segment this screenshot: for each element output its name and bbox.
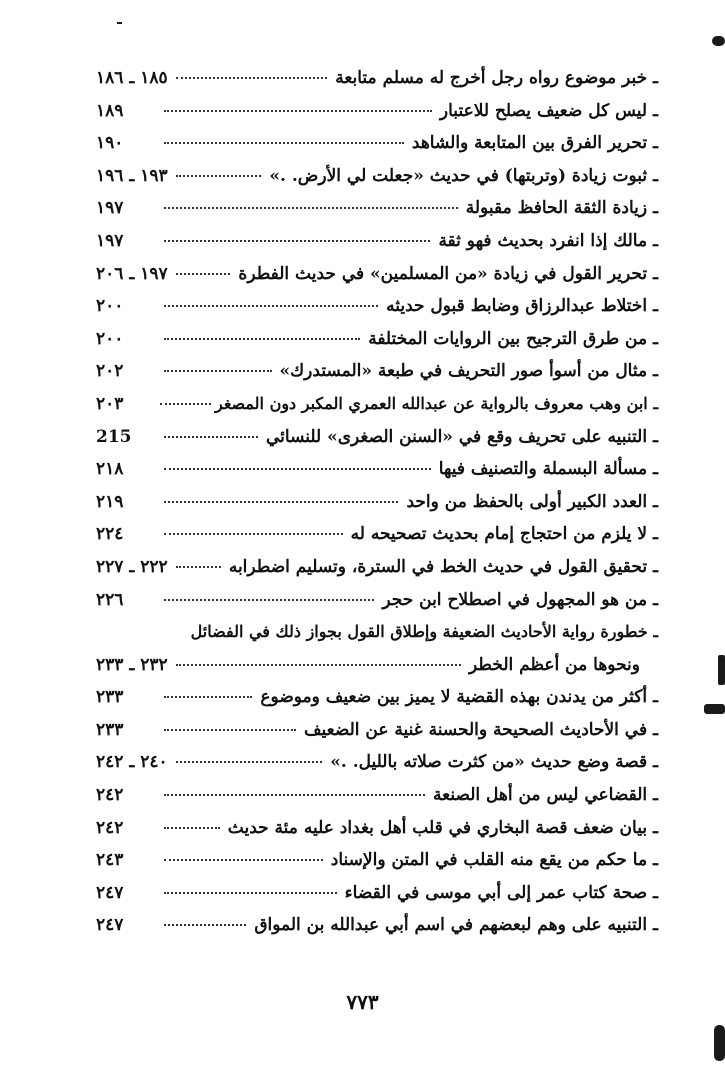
toc-entry <box>96 492 658 525</box>
leader-dots <box>164 110 432 112</box>
entry-title: ـ خبر موضوع رواه رجل أخرج له مسلم متابعة <box>335 68 658 88</box>
toc-entry <box>96 752 658 785</box>
leader-dots <box>164 501 398 503</box>
toc-entry <box>96 785 658 818</box>
entry-title: ـ أكثر من يدندن بهذه القضية لا يميز بين ضعيف وموضوع <box>260 687 658 708</box>
toc-entry <box>96 459 658 492</box>
entry-pages: ٢٣٢ ـ ٢٣٣ <box>96 654 168 675</box>
toc-entry <box>96 720 658 753</box>
entry-title: ـ اختلاط عبدالرزاق وضابط قبول حديثه <box>386 296 658 317</box>
leader-dots <box>164 892 337 894</box>
entry-pages: ٢٢٦ <box>96 589 124 610</box>
toc-entry <box>96 427 658 460</box>
leader-dots <box>176 566 221 568</box>
entry-title: ـ في الأحاديث الصحيحة والحسنة غنية عن الضعيف <box>303 719 658 740</box>
entry-pages: ٢٠٠ <box>96 296 124 317</box>
leader-dots <box>164 207 458 209</box>
table-of-contents <box>96 68 658 948</box>
leader-dots <box>164 794 425 796</box>
leader-dots <box>176 761 323 763</box>
entry-title: ـ التنبيه على تحريف وقع في «السنن الصغرى» للنسائي <box>265 426 658 447</box>
leader-dots <box>164 370 272 372</box>
entry-pages: ٢١٩ <box>96 491 124 512</box>
entry-pages: ٢٤٢ <box>96 817 124 838</box>
entry-title: ـ ليس كل ضعيف يصلح للاعتبار <box>439 100 658 121</box>
entry-title: ـ مالك إذا انفرد بحديث فهو ثقة <box>438 230 658 251</box>
leader-dots <box>164 599 374 601</box>
entry-pages: ٢٤٧ <box>96 882 124 903</box>
entry-pages: ٢١٨ <box>96 459 124 480</box>
entry-pages: ١٩٠ <box>96 133 124 154</box>
entry-title: ـ العدد الكبير أولى بالحفظ من واحد <box>406 491 658 512</box>
entry-title: ـ خطورة رواية الأحاديث الضعيفة وإطلاق القول بجواز ذلك في الفضائل <box>190 622 658 642</box>
toc-entry <box>96 394 658 427</box>
leader-dots <box>176 175 262 177</box>
entry-title: ـ بيان ضعف قصة البخاري في قلب أهل بغداد عليه مئة حديث <box>227 817 658 838</box>
toc-entry <box>96 231 658 264</box>
entry-title: ـ التنبيه على وهم لبعضهم في اسم أبي عبدالله بن المواق <box>254 915 658 936</box>
entry-pages: ١٩٧ ـ ٢٠٦ <box>96 263 168 284</box>
entry-pages: ١٩٧ <box>96 198 124 219</box>
leader-dots <box>164 729 296 731</box>
leader-dots <box>164 924 246 926</box>
entry-title: ـ من هو المجهول في اصطلاح ابن حجر <box>382 589 658 610</box>
leader-dots <box>160 403 211 405</box>
leader-dots <box>164 142 404 144</box>
entry-title: ـ ابن وهب معروف بالرواية عن عبدالله العمري المكبر دون المصغر <box>215 393 658 413</box>
entry-title: ـ تحرير الفرق بين المتابعة والشاهد <box>411 133 658 154</box>
entry-pages: ١٨٥ ـ ١٨٦ <box>96 68 168 88</box>
scan-mark-top <box>117 22 122 24</box>
toc-entry <box>96 329 658 362</box>
toc-entry <box>96 818 658 851</box>
leader-dots <box>164 436 258 438</box>
toc-entry <box>96 557 658 590</box>
scan-mark-right-top <box>712 36 725 46</box>
leader-dots <box>164 859 323 861</box>
entry-title: ـ صحة كتاب عمر إلى أبي موسى في القضاء <box>344 882 658 903</box>
entry-pages: ٢٣٣ <box>96 687 124 708</box>
toc-entry <box>96 101 658 134</box>
entry-title: ـ مثال من أسوأ صور التحريف في طبعة «المستدرك» <box>279 361 658 382</box>
leader-dots <box>176 273 231 275</box>
entry-title: ـ قصة وضع حديث «من كثرت صلاته بالليل. .» <box>330 752 658 773</box>
toc-entry <box>96 850 658 883</box>
toc-entry <box>96 166 658 199</box>
toc-entry <box>96 524 658 557</box>
entry-title: ـ مسألة البسملة والتصنيف فيها <box>438 459 658 480</box>
toc-entry <box>96 687 658 720</box>
entry-pages: ١٨٩ <box>96 100 124 121</box>
scan-mark-right-upper <box>718 655 725 685</box>
toc-entry <box>96 68 658 101</box>
entry-pages: ٢٤٧ <box>96 915 124 936</box>
entry-title: ـ ثبوت زيادة (وتربتها) في حديث «جعلت لي الأرض. .» <box>269 165 658 186</box>
entry-title: ـ زيادة الثقة الحافظ مقبولة <box>465 198 658 219</box>
entry-pages: ١٩٣ ـ ١٩٦ <box>96 165 168 186</box>
leader-dots <box>176 664 461 666</box>
entry-title: ـ تحقيق القول في حديث الخط في السترة، وتسليم اضطرابه <box>228 556 658 577</box>
leader-dots <box>164 240 430 242</box>
leader-dots <box>164 827 220 829</box>
toc-entry <box>96 264 658 297</box>
entry-pages: ٢٤٣ <box>96 850 124 871</box>
entry-pages: ٢٢٢ ـ ٢٢٧ <box>96 556 168 577</box>
entry-title-continuation: ونحوها من أعظم الخطر <box>469 654 640 675</box>
entry-pages: ٢٤٠ ـ ٢٤٢ <box>96 752 168 773</box>
toc-entry <box>96 590 658 623</box>
toc-entry <box>96 198 658 231</box>
leader-dots <box>164 338 360 340</box>
toc-entry <box>96 133 658 166</box>
page-number: ٧٧٣ <box>346 990 379 1014</box>
entry-title: ـ لا يلزم من احتجاج إمام بحديث تصحيحه له <box>350 524 658 545</box>
entry-title: ـ القضاعي ليس من أهل الصنعة <box>433 785 658 806</box>
scan-mark-right-mid <box>704 704 725 714</box>
entry-title: ـ من طرق الترجيح بين الروايات المختلفة <box>368 328 658 349</box>
leader-dots <box>164 468 431 470</box>
entry-pages: ٢٠٣ <box>96 393 124 414</box>
scan-mark-right-bottom <box>714 1025 725 1061</box>
toc-entry-multiline <box>96 622 658 655</box>
toc-entry <box>96 361 658 394</box>
entry-title: ـ ما حكم من يقع منه القلب في المتن والإسناد <box>330 850 658 871</box>
entry-pages: 215 <box>96 426 132 447</box>
entry-title: ـ تحرير القول في زيادة «من المسلمين» في حديث الفطرة <box>238 263 658 284</box>
leader-dots <box>164 533 343 535</box>
toc-entry-continuation <box>96 655 658 688</box>
entry-pages: ٢٠٢ <box>96 361 124 382</box>
leader-dots <box>176 77 328 79</box>
entry-pages: ١٩٧ <box>96 230 124 251</box>
toc-entry <box>96 883 658 916</box>
entry-pages: ٢٢٤ <box>96 524 124 545</box>
entry-pages: ٢٤٢ <box>96 785 124 806</box>
leader-dots <box>164 696 252 698</box>
entry-pages: ٢٠٠ <box>96 328 124 349</box>
toc-entry <box>96 915 658 948</box>
entry-pages: ٢٣٣ <box>96 719 124 740</box>
toc-entry <box>96 296 658 329</box>
leader-dots <box>164 305 378 307</box>
